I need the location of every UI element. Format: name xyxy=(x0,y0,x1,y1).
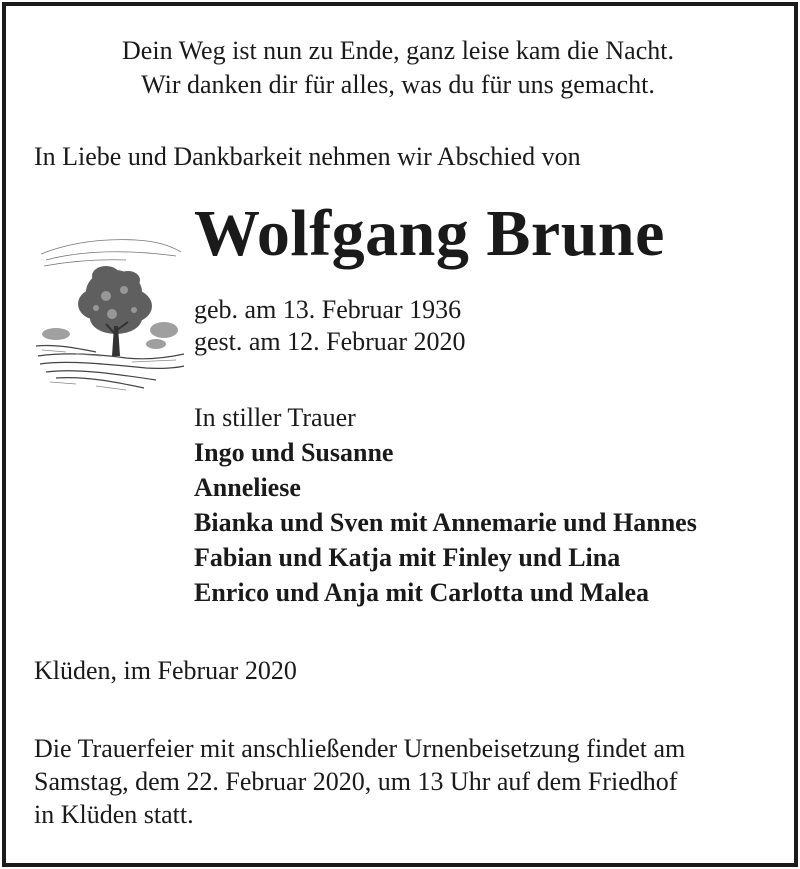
mourner-name: Anneliese xyxy=(194,473,301,502)
ceremony-notice xyxy=(34,732,774,831)
place-date: Klüden, im Februar 2020 xyxy=(34,656,297,685)
mourner-name: Bianka und Sven mit Annemarie und Hannes xyxy=(194,508,697,537)
mourners-heading: In stiller Trauer xyxy=(194,403,356,432)
birth-date: geb. am 13. Februar 1936 xyxy=(194,295,462,324)
tree-sketch-icon xyxy=(36,226,186,392)
poem xyxy=(0,34,796,102)
life-dates xyxy=(194,294,466,358)
mourner-name: Fabian und Katja mit Finley und Lina xyxy=(194,543,621,572)
ceremony-line-3: in Klüden statt. xyxy=(34,800,194,829)
poem-line-1: Dein Weg ist nun zu Ende, ganz leise kam die Nacht. xyxy=(122,36,674,65)
mourner-name: Ingo und Susanne xyxy=(194,438,394,467)
ceremony-line-1: Die Trauerfeier mit anschließender Urnenbeisetzung findet am xyxy=(34,734,686,763)
mourners-list xyxy=(194,400,697,610)
deceased-name: Wolfgang Brune xyxy=(194,197,665,270)
intro-text: In Liebe und Dankbarkeit nehmen wir Abschied von xyxy=(34,142,581,171)
poem-line-2: Wir danken dir für alles, was du für uns gemacht. xyxy=(141,70,655,99)
death-date: gest. am 12. Februar 2020 xyxy=(194,327,466,356)
ceremony-line-2: Samstag, dem 22. Februar 2020, um 13 Uhr auf dem Friedhof xyxy=(34,767,678,796)
mourner-name: Enrico und Anja mit Carlotta und Malea xyxy=(194,578,650,607)
